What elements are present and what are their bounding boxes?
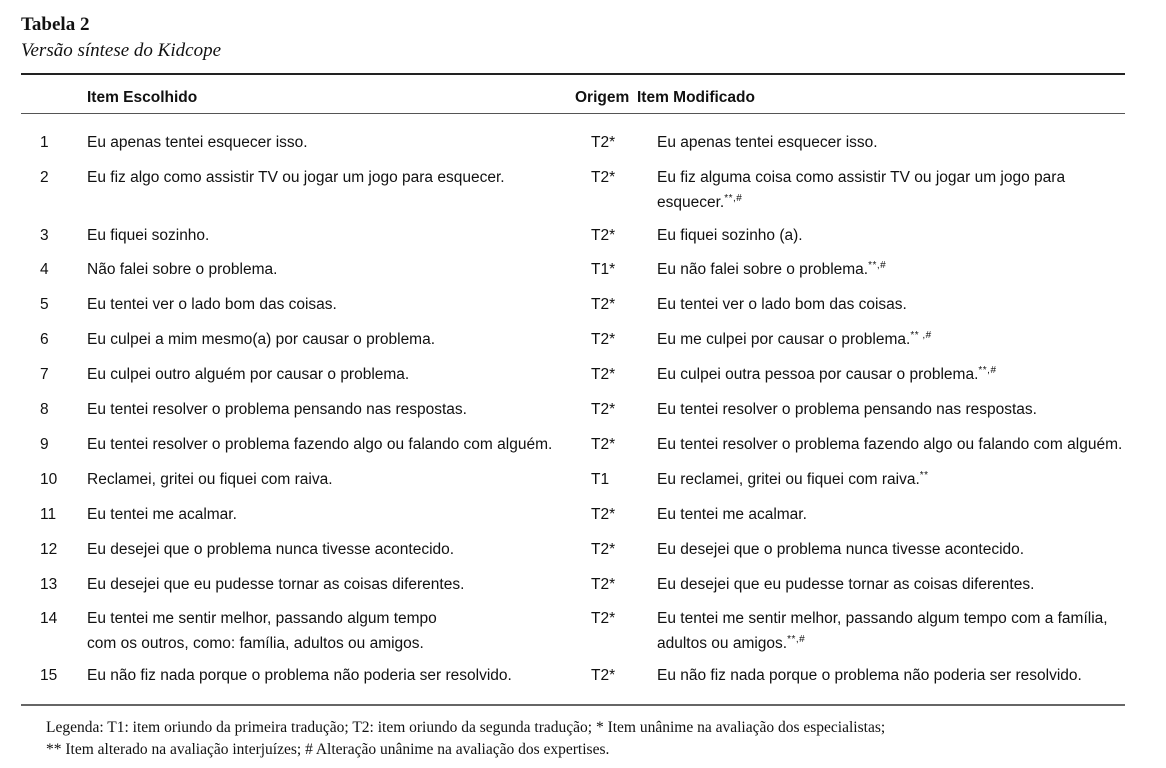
item-modified-text: Eu desejei que o problema nunca tivesse acontecido.: [657, 541, 1025, 558]
item-chosen-line: com os outros, como: família, adultos ou amigos.: [87, 635, 424, 652]
item-modified-line: [657, 663, 1127, 688]
origin-cell: T2*: [591, 331, 616, 348]
row-number: 12: [40, 541, 58, 558]
top-rule: [21, 73, 1125, 75]
row-number: 15: [40, 667, 58, 684]
row-number: 6: [40, 331, 49, 348]
item-chosen-line: Reclamei, gritei ou fiquei com raiva.: [87, 471, 333, 488]
origin-cell: T2*: [591, 134, 616, 151]
origin-cell: T2*: [591, 296, 616, 313]
item-chosen-cell: [87, 165, 577, 190]
item-modified-text: Eu tentei resolver o problema fazendo algo ou falando com alguém.: [657, 436, 1123, 453]
footnote-marker: **,#: [787, 633, 806, 645]
item-modified-cell: [657, 663, 1127, 688]
item-modified-cell: [657, 432, 1127, 457]
item-chosen-line: Eu apenas tentei esquecer isso.: [87, 134, 308, 151]
item-chosen-line: Eu tentei resolver o problema pensando nas respostas.: [87, 401, 467, 418]
table-subtitle: Versão síntese do Kidcope: [21, 40, 222, 61]
row-number: 8: [40, 401, 49, 418]
item-modified-line: [657, 432, 1127, 457]
item-modified-line: [657, 362, 1127, 387]
item-chosen-cell: [87, 327, 577, 352]
header-item-modified: Item Modificado: [637, 89, 755, 106]
item-modified-text: Eu tentei ver o lado bom das coisas.: [657, 296, 907, 313]
origin-cell: T2*: [591, 401, 616, 418]
item-modified-cell: [657, 537, 1127, 562]
item-modified-cell: [657, 223, 1127, 248]
legend-line-2: ** Item alterado na avaliação interjuízes; # Alteração unânime na avaliação dos expertises.: [46, 741, 610, 758]
item-modified-text: Eu apenas tentei esquecer isso.: [657, 134, 878, 151]
item-modified-line: [657, 292, 1127, 317]
table-legend: [46, 717, 1131, 761]
item-chosen-cell: [87, 537, 577, 562]
footnote-marker: **,#: [868, 259, 887, 271]
item-modified-line: [657, 631, 1127, 656]
item-modified-cell: [657, 292, 1127, 317]
item-modified-line: [657, 223, 1127, 248]
table-title: Tabela 2: [21, 14, 90, 35]
footnote-marker: **: [919, 469, 929, 481]
item-modified-text: Eu não fiz nada porque o problema não poderia ser resolvido.: [657, 667, 1082, 684]
header-rule: [21, 113, 1125, 114]
item-modified-line: [657, 257, 1127, 282]
item-chosen-line: Eu fiquei sozinho.: [87, 227, 210, 244]
item-chosen-line: Eu culpei outro alguém por causar o problema.: [87, 366, 410, 383]
origin-cell: T2*: [591, 667, 616, 684]
row-number: 2: [40, 169, 49, 186]
origin-cell: T2*: [591, 169, 616, 186]
header-item-chosen: Item Escolhido: [87, 89, 198, 106]
row-number: 11: [40, 506, 57, 523]
row-number: 10: [40, 471, 58, 488]
item-modified-text: Eu me culpei por causar o problema.: [657, 331, 911, 348]
item-modified-cell: [657, 362, 1127, 387]
origin-cell: T2*: [591, 576, 616, 593]
item-modified-cell: [657, 572, 1127, 597]
item-chosen-cell: [87, 467, 577, 492]
item-modified-cell: [657, 327, 1127, 352]
item-modified-text: Eu fiquei sozinho (a).: [657, 227, 803, 244]
item-chosen-cell: [87, 223, 577, 248]
item-modified-line: [657, 572, 1127, 597]
footnote-marker: **,#: [978, 364, 997, 376]
item-modified-cell: [657, 467, 1127, 492]
row-number: 1: [40, 134, 49, 151]
item-modified-cell: [657, 502, 1127, 527]
origin-cell: T1*: [591, 261, 616, 278]
origin-cell: T2*: [591, 541, 616, 558]
item-modified-line: [657, 397, 1127, 422]
item-chosen-line: Eu desejei que o problema nunca tivesse acontecido.: [87, 541, 455, 558]
item-chosen-cell: [87, 663, 577, 688]
origin-cell: T2*: [591, 366, 616, 383]
row-number: 7: [40, 366, 49, 383]
item-chosen-cell: [87, 130, 577, 155]
item-chosen-cell: [87, 362, 577, 387]
item-chosen-line: Eu não fiz nada porque o problema não poderia ser resolvido.: [87, 667, 512, 684]
origin-cell: T1: [591, 471, 610, 488]
item-chosen-cell: [87, 606, 577, 656]
item-chosen-cell: [87, 572, 577, 597]
item-modified-line: [657, 502, 1127, 527]
item-modified-line: [657, 130, 1127, 155]
item-modified-text: Eu fiz alguma coisa como assistir TV ou jogar um jogo para: [657, 169, 1066, 186]
item-modified-text: Eu culpei outra pessoa por causar o problema.: [657, 366, 979, 383]
bottom-rule: [21, 704, 1125, 706]
origin-cell: T2*: [591, 436, 616, 453]
item-modified-cell: [657, 257, 1127, 282]
item-modified-text: adultos ou amigos.: [657, 635, 788, 652]
item-chosen-cell: [87, 292, 577, 317]
item-modified-text: Eu tentei me acalmar.: [657, 506, 807, 523]
item-modified-cell: [657, 165, 1127, 215]
legend-line-1: Legenda: T1: item oriundo da primeira tradução; T2: item oriundo da segunda tradução; * Item unânime na avaliação dos especialistas;: [46, 719, 886, 736]
item-modified-line: [657, 606, 1127, 631]
item-chosen-line: Eu fiz algo como assistir TV ou jogar um jogo para esquecer.: [87, 169, 505, 186]
item-chosen-cell: [87, 397, 577, 422]
item-modified-line: [657, 327, 1127, 352]
item-modified-text: Eu tentei me sentir melhor, passando algum tempo com a família,: [657, 610, 1108, 627]
item-modified-cell: [657, 397, 1127, 422]
item-modified-cell: [657, 130, 1127, 155]
row-number: 4: [40, 261, 49, 278]
item-chosen-cell: [87, 502, 577, 527]
origin-cell: T2*: [591, 610, 616, 627]
item-chosen-cell: [87, 432, 577, 457]
item-modified-line: [657, 537, 1127, 562]
footnote-marker: ** ,#: [910, 329, 932, 341]
origin-cell: T2*: [591, 506, 616, 523]
item-chosen-line: Não falei sobre o problema.: [87, 261, 278, 278]
row-number: 5: [40, 296, 49, 313]
item-modified-line: [657, 467, 1127, 492]
item-chosen-cell: [87, 257, 577, 282]
item-modified-text: Eu não falei sobre o problema.: [657, 261, 869, 278]
item-modified-line: [657, 165, 1127, 190]
item-modified-text: esquecer.: [657, 194, 725, 211]
item-modified-line: [657, 190, 1127, 215]
item-chosen-line: Eu tentei resolver o problema fazendo algo ou falando com alguém.: [87, 436, 553, 453]
row-number: 3: [40, 227, 49, 244]
item-modified-cell: [657, 606, 1127, 656]
origin-cell: T2*: [591, 227, 616, 244]
item-modified-text: Eu reclamei, gritei ou fiquei com raiva.: [657, 471, 920, 488]
item-chosen-line: Eu tentei me acalmar.: [87, 506, 237, 523]
row-number: 13: [40, 576, 58, 593]
item-chosen-line: Eu desejei que eu pudesse tornar as coisas diferentes.: [87, 576, 465, 593]
item-modified-text: Eu desejei que eu pudesse tornar as coisas diferentes.: [657, 576, 1035, 593]
row-number: 14: [40, 610, 58, 627]
item-chosen-line: Eu tentei me sentir melhor, passando algum tempo: [87, 610, 437, 627]
item-chosen-line: Eu culpei a mim mesmo(a) por causar o problema.: [87, 331, 436, 348]
row-number: 9: [40, 436, 49, 453]
item-chosen-line: Eu tentei ver o lado bom das coisas.: [87, 296, 337, 313]
item-modified-text: Eu tentei resolver o problema pensando nas respostas.: [657, 401, 1037, 418]
footnote-marker: **,#: [724, 192, 743, 204]
header-origin: Origem: [575, 89, 630, 106]
